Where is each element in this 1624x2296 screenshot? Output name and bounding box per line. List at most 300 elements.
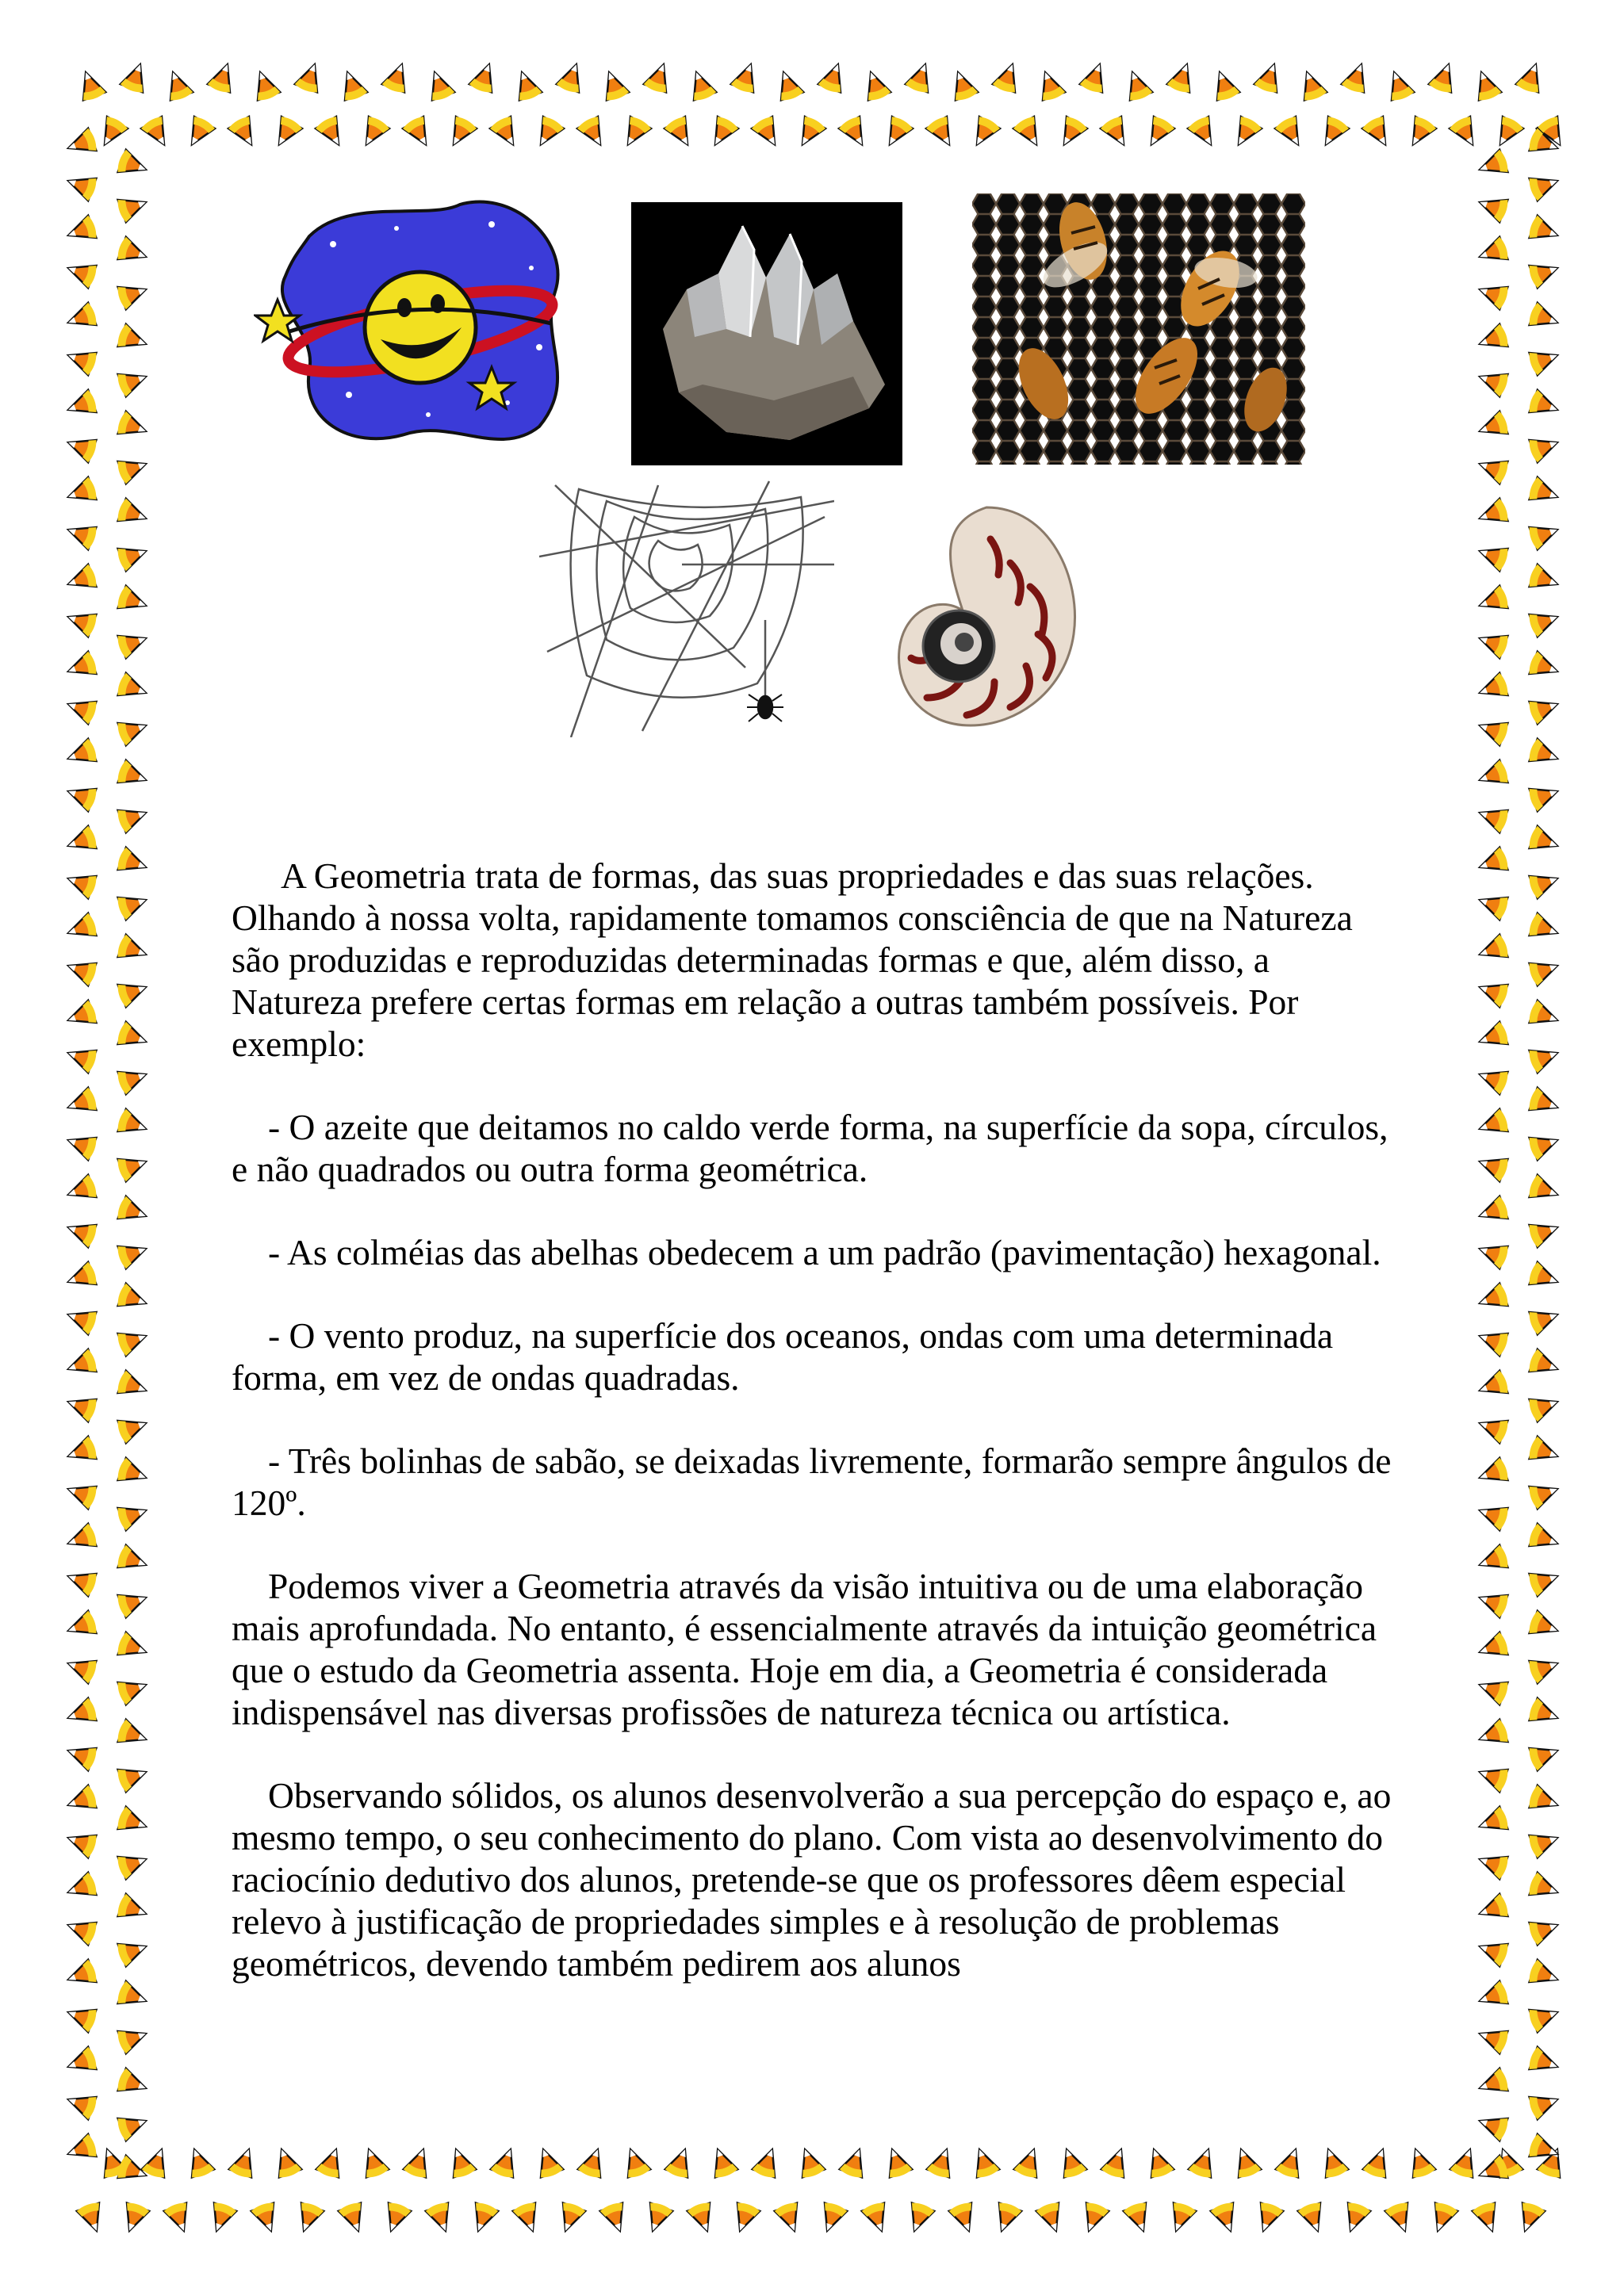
candy-corn-icon (967, 115, 1001, 151)
candy-corn-icon (1208, 68, 1240, 102)
candy-corn-icon (1527, 955, 1561, 986)
candy-corn-icon (116, 1370, 150, 1402)
candy-corn-icon (1527, 1436, 1561, 1468)
candy-corn-icon (1527, 1087, 1561, 1119)
candy-corn-icon (116, 627, 150, 659)
candy-corn-icon (116, 1457, 150, 1489)
candy-corn-icon (116, 2110, 150, 2141)
quartz-crystal-image (631, 202, 902, 465)
candy-corn-icon (1476, 1196, 1510, 1227)
candy-corn-icon (1476, 1893, 1510, 1925)
candy-corn-icon (251, 2201, 282, 2235)
candy-corn-icon (116, 1761, 150, 1793)
candy-corn-icon (116, 672, 150, 704)
candy-corn-icon (1383, 68, 1415, 102)
candy-corn-icon (425, 2201, 457, 2235)
candy-corn-icon (64, 825, 98, 857)
candy-corn-icon (1476, 1806, 1510, 1838)
candy-corn-icon (1476, 976, 1510, 1008)
candy-corn-icon (751, 115, 785, 151)
candy-corn-icon (1341, 60, 1373, 94)
candy-corn-icon (356, 115, 390, 151)
candy-corn-icon (705, 115, 739, 151)
candy-corn-icon (116, 1412, 150, 1444)
candy-corn-icon (489, 115, 523, 151)
candy-corn-icon (1274, 115, 1308, 151)
candy-corn-icon (64, 2001, 98, 2033)
candy-corn-icon (75, 68, 106, 102)
candy-corn-icon (1527, 1565, 1561, 1597)
candy-corn-icon (1527, 1872, 1561, 1904)
candy-corn-icon (1210, 2201, 1242, 2235)
candy-corn-icon (1036, 2201, 1067, 2235)
candy-corn-icon (183, 2145, 215, 2179)
candy-corn-icon (1527, 1391, 1561, 1422)
candy-corn-icon (64, 1652, 98, 1684)
candy-corn-icon (948, 2201, 980, 2235)
candy-corn-icon (64, 867, 98, 899)
candy-corn-icon (116, 191, 150, 223)
candy-corn-icon (1527, 693, 1561, 725)
candy-corn-icon (1141, 115, 1175, 151)
candy-corn-icon (64, 1436, 98, 1468)
candy-corn-icon (249, 68, 281, 102)
candy-corn-icon (1362, 2145, 1394, 2179)
candy-corn-icon (116, 934, 150, 966)
candy-corn-icon (1476, 1586, 1510, 1618)
candy-corn-icon (1490, 115, 1524, 151)
candy-corn-icon (315, 115, 349, 151)
candy-corn-icon (685, 68, 717, 102)
candy-corn-icon (1476, 714, 1510, 746)
candy-corn-icon (1476, 585, 1510, 617)
candy-corn-icon (1527, 476, 1561, 508)
candy-corn-icon (1476, 1021, 1510, 1053)
candy-corn-icon (116, 847, 150, 878)
candy-corn-icon (1476, 1674, 1510, 1705)
candy-corn-icon (1476, 453, 1510, 484)
candy-corn-icon (1476, 1980, 1510, 2012)
candy-corn-icon (1527, 780, 1561, 812)
candy-corn-icon (116, 1586, 150, 1618)
candy-corn-icon (530, 115, 565, 151)
candy-corn-icon (64, 215, 98, 247)
candy-corn-icon (1527, 1303, 1561, 1335)
candy-corn-icon (1527, 257, 1561, 289)
candy-corn-icon (205, 2201, 237, 2235)
candy-corn-icon (1476, 2068, 1510, 2099)
candy-corn-icon (402, 115, 436, 151)
candy-corn-icon (64, 389, 98, 421)
candy-corn-icon (879, 115, 914, 151)
candy-corn-icon (1078, 2201, 1109, 2235)
bees-honeycomb-image (972, 193, 1305, 465)
candy-corn-icon (423, 68, 455, 102)
candy-corn-icon (1527, 170, 1561, 201)
candy-corn-icon (162, 68, 193, 102)
candy-corn-icon (618, 115, 652, 151)
candy-corn-icon (140, 115, 174, 151)
candy-corn-icon (116, 714, 150, 746)
candy-corn-icon (116, 1719, 150, 1751)
candy-corn-icon (1123, 2201, 1155, 2235)
candy-corn-icon (1404, 2145, 1436, 2179)
candy-corn-icon (794, 2145, 825, 2179)
candy-corn-icon (64, 170, 98, 201)
candy-corn-icon (729, 2201, 760, 2235)
candy-corn-icon (881, 2145, 913, 2179)
candy-corn-icon (576, 115, 611, 151)
candy-corn-icon (1166, 60, 1198, 94)
candy-corn-icon (64, 955, 98, 986)
candy-corn-icon (1188, 2145, 1220, 2179)
candy-corn-icon (643, 60, 675, 94)
candy-corn-icon (1527, 564, 1561, 595)
candy-corn-icon (116, 1108, 150, 1140)
candy-corn-icon (116, 411, 150, 442)
candy-corn-icon (116, 323, 150, 355)
candy-corn-icon (116, 1674, 150, 1705)
candy-corn-icon (512, 2201, 544, 2235)
candy-corn-icon (94, 115, 128, 151)
candy-corn-icon (1476, 889, 1510, 920)
candy-corn-icon (772, 68, 804, 102)
candy-corn-icon (443, 115, 477, 151)
candy-corn-icon (838, 115, 872, 151)
candy-corn-icon (752, 2145, 783, 2179)
candy-corn-icon (1275, 2145, 1307, 2179)
candy-corn-icon (1476, 1544, 1510, 1576)
candy-corn-icon (792, 115, 826, 151)
candy-corn-icon (116, 2022, 150, 2054)
nautilus-shell-icon (891, 499, 1083, 731)
candy-corn-icon (64, 1391, 98, 1422)
candy-corn-icon (64, 1959, 98, 1991)
candy-corn-icon (861, 2201, 893, 2235)
candy-corn-icon (1476, 1238, 1510, 1269)
candy-corn-icon (1100, 115, 1134, 151)
candy-corn-icon (64, 1303, 98, 1335)
candy-corn-icon (1527, 738, 1561, 770)
candy-corn-icon (116, 236, 150, 268)
candy-corn-icon (992, 60, 1024, 94)
candy-corn-icon (1476, 1761, 1510, 1793)
candy-corn-icon (1527, 1478, 1561, 1510)
candy-corn-icon (1228, 115, 1262, 151)
candy-corn-icon (116, 540, 150, 572)
candy-corn-icon (598, 68, 630, 102)
candy-corn-icon (1428, 60, 1460, 94)
candy-corn-icon (1230, 2145, 1262, 2179)
candy-corn-icon (665, 2145, 696, 2179)
candy-corn-icon (64, 1610, 98, 1642)
candy-corn-icon (116, 1848, 150, 1880)
candy-corn-icon (1527, 651, 1561, 683)
candy-corn-icon (64, 2088, 98, 2120)
candy-corn-icon (1472, 2201, 1503, 2235)
candy-corn-icon (116, 1980, 150, 2012)
candy-corn-icon (1476, 498, 1510, 530)
candy-corn-icon (64, 1872, 98, 1904)
candy-corn-icon (730, 60, 762, 94)
candy-corn-icon (1527, 519, 1561, 550)
candy-corn-icon (64, 1000, 98, 1031)
candy-corn-icon (64, 128, 98, 159)
candy-corn-icon (1527, 1261, 1561, 1293)
candy-corn-icon (1101, 2145, 1132, 2179)
candy-corn-icon (1476, 1457, 1510, 1489)
candy-corn-icon (64, 1565, 98, 1597)
candy-corn-icon (116, 498, 150, 530)
candy-corn-icon (116, 802, 150, 833)
candy-corn-icon (64, 1042, 98, 1073)
candy-corn-icon (1476, 1632, 1510, 1663)
candy-corn-icon (1527, 1914, 1561, 1946)
candy-corn-icon (926, 2145, 958, 2179)
candy-corn-icon (774, 2201, 806, 2235)
candy-corn-icon (1339, 2201, 1371, 2235)
candy-corn-icon (1476, 627, 1510, 659)
candy-corn-icon (1527, 302, 1561, 334)
candy-corn-icon (1476, 1283, 1510, 1314)
candy-corn-icon (293, 2201, 324, 2235)
candy-corn-icon (1476, 1108, 1510, 1140)
candy-corn-icon (1527, 1349, 1561, 1380)
candy-corn-icon (403, 2145, 435, 2179)
candy-corn-icon (1296, 68, 1327, 102)
candy-corn-icon (1527, 1610, 1561, 1642)
candy-corn-icon (294, 60, 326, 94)
candy-corn-icon (1054, 115, 1088, 151)
candy-corn-icon (1527, 1174, 1561, 1206)
candy-corn-icon (118, 2201, 150, 2235)
candy-corn-icon (1527, 1739, 1561, 1771)
candy-corn-icon (490, 2145, 522, 2179)
candy-corn-icon (163, 2201, 195, 2235)
candy-corn-icon (556, 60, 588, 94)
candy-corn-icon (116, 1063, 150, 1095)
candy-corn-icon (64, 1914, 98, 1946)
candy-corn-icon (64, 1785, 98, 1816)
candy-corn-icon (532, 2145, 564, 2179)
candy-corn-icon (380, 2201, 412, 2235)
candy-corn-icon (64, 780, 98, 812)
candy-corn-icon (1362, 115, 1396, 151)
candy-corn-icon (1476, 2022, 1510, 2054)
candy-corn-icon (1527, 1785, 1561, 1816)
candy-corn-icon (1476, 1370, 1510, 1402)
candy-corn-icon (270, 2145, 302, 2179)
candy-corn-icon (1476, 191, 1510, 223)
candy-corn-icon (64, 344, 98, 376)
example-soap-bubbles: - Três bolinhas de sabão, se deixadas livremente, formarão sempre ângulos de 120º. (232, 1441, 1392, 1523)
candy-corn-icon (1121, 68, 1153, 102)
example-beehives: - As colméias das abelhas obedecem a um padrão (pavimentação) hexagonal. (268, 1232, 1381, 1272)
candy-corn-icon (358, 2145, 389, 2179)
intuition-paragraph: Podemos viver a Geometria através da visão intuitiva ou de uma elaboração mais aprofundada. No entanto, é essencialmente através da intuição geométrica que o estudo da Geometria assenta. Hoje em dia, a Geometria é considerada indispensável nas diversas profissões de natureza técnica ou artística. (232, 1566, 1377, 1732)
candy-corn-icon (1476, 365, 1510, 397)
candy-corn-icon (818, 60, 849, 94)
candy-corn-icon (64, 431, 98, 463)
candy-corn-icon (116, 365, 150, 397)
candy-corn-icon (1254, 60, 1285, 94)
candy-corn-icon (1476, 1150, 1510, 1182)
candy-corn-icon (1527, 1042, 1561, 1073)
candy-corn-icon (1476, 760, 1510, 791)
candy-corn-icon (445, 2145, 477, 2179)
candy-corn-icon (116, 889, 150, 920)
candy-corn-icon (1427, 2201, 1458, 2235)
candy-corn-icon (64, 1087, 98, 1119)
candy-corn-icon (1476, 847, 1510, 878)
candy-corn-icon (116, 1806, 150, 1838)
candy-corn-icon (467, 2201, 499, 2235)
candy-corn-icon (1476, 1935, 1510, 1967)
candy-corn-icon (1476, 1719, 1510, 1751)
candy-corn-icon (905, 60, 936, 94)
candy-corn-icon (1476, 1325, 1510, 1357)
candy-corn-icon (1013, 115, 1047, 151)
candy-corn-icon (64, 1174, 98, 1206)
candy-corn-icon (76, 2201, 108, 2235)
candy-corn-icon (64, 1523, 98, 1555)
candy-corn-icon (1527, 2001, 1561, 2033)
candy-corn-icon (64, 564, 98, 595)
candy-corn-icon (116, 278, 150, 310)
candy-corn-icon (1476, 149, 1510, 181)
candy-corn-icon (1450, 2145, 1481, 2179)
candy-corn-icon (1527, 913, 1561, 944)
candy-corn-icon (947, 68, 979, 102)
candy-corn-icon (925, 115, 959, 151)
candy-corn-icon (64, 738, 98, 770)
candy-corn-icon (1527, 344, 1561, 376)
candy-corn-icon (1527, 1652, 1561, 1684)
candy-corn-icon (1527, 1216, 1561, 1248)
candy-corn-icon (1403, 115, 1437, 151)
candy-corn-icon (1165, 2201, 1197, 2235)
saturn-planet-icon (254, 189, 587, 450)
candy-corn-icon (116, 1150, 150, 1182)
candy-corn-icon (1527, 1129, 1561, 1161)
candy-corn-icon (1476, 278, 1510, 310)
candy-corn-icon (1476, 802, 1510, 833)
candy-corn-icon (642, 2201, 673, 2235)
candy-corn-icon (554, 2201, 586, 2235)
candy-corn-icon (1013, 2145, 1045, 2179)
candy-corn-icon (116, 760, 150, 791)
candy-corn-icon (1449, 115, 1483, 151)
candy-corn-icon (116, 1935, 150, 1967)
candy-corn-icon (469, 60, 500, 94)
candy-corn-icon (1527, 1959, 1561, 1991)
candy-corn-icon (860, 68, 891, 102)
candy-corn-icon (116, 1325, 150, 1357)
candy-corn-icon (1527, 1697, 1561, 1729)
candy-corn-icon (64, 693, 98, 725)
candy-corn-icon (1514, 2201, 1545, 2235)
candy-corn-icon (903, 2201, 935, 2235)
candy-corn-icon (116, 453, 150, 484)
candy-corn-icon (120, 60, 151, 94)
candy-corn-icon (269, 115, 303, 151)
candy-corn-icon (1527, 2046, 1561, 2078)
candy-corn-icon (1527, 389, 1561, 421)
candy-corn-icon (816, 2201, 848, 2235)
candy-corn-icon (64, 2046, 98, 2078)
candy-corn-icon (336, 68, 368, 102)
candy-corn-icon (116, 1283, 150, 1314)
candy-corn-icon (1079, 60, 1111, 94)
candy-corn-icon (1317, 2145, 1349, 2179)
candy-corn-icon (1034, 68, 1066, 102)
spider-web-icon (539, 469, 834, 737)
candy-corn-icon (116, 149, 150, 181)
candy-corn-icon (1476, 672, 1510, 704)
candy-corn-icon (1316, 115, 1350, 151)
candy-corn-icon (1476, 540, 1510, 572)
candy-corn-icon (1515, 60, 1547, 94)
candy-corn-icon (116, 2068, 150, 2099)
candy-corn-icon (1476, 1063, 1510, 1095)
candy-corn-icon (228, 2145, 260, 2179)
candy-corn-icon (228, 115, 262, 151)
candy-corn-icon (116, 1893, 150, 1925)
candy-corn-icon (1476, 323, 1510, 355)
candy-corn-icon (64, 476, 98, 508)
candy-corn-icon (64, 1261, 98, 1293)
candy-corn-icon (64, 606, 98, 637)
candy-corn-icon (116, 1544, 150, 1576)
candy-corn-icon (1252, 2201, 1284, 2235)
candy-corn-icon (1527, 606, 1561, 637)
candy-corn-icon (1143, 2145, 1174, 2179)
intro-paragraph: A Geometria trata de formas, das suas propriedades e das suas relações. Olhando à nossa volta, rapidamente tomamos consciência de que na Natureza são produzidas e reproduzidas determinadas formas e que, além disso, a Natureza prefere certas formas em relação a outras também possíveis. Por exemplo: (232, 855, 1353, 1064)
candy-corn-icon (707, 2145, 738, 2179)
candy-corn-icon (207, 60, 239, 94)
candy-corn-icon (1476, 411, 1510, 442)
candy-corn-icon (116, 976, 150, 1008)
candy-corn-icon (116, 1499, 150, 1531)
candy-corn-icon (116, 1196, 150, 1227)
candy-corn-icon (64, 1697, 98, 1729)
candy-corn-icon (1470, 68, 1502, 102)
candy-corn-icon (1527, 2088, 1561, 2120)
candy-corn-icon (1527, 1000, 1561, 1031)
candy-corn-icon (64, 257, 98, 289)
candy-corn-icon (64, 1478, 98, 1510)
document-body (232, 855, 1397, 2026)
candy-corn-icon (1476, 2110, 1510, 2141)
candy-corn-icon (968, 2145, 1000, 2179)
candy-corn-icon (511, 68, 542, 102)
candy-corn-icon (1476, 1412, 1510, 1444)
candy-corn-icon (687, 2201, 718, 2235)
candy-corn-icon (316, 2145, 347, 2179)
candy-corn-icon (64, 651, 98, 683)
candy-corn-icon (1527, 1827, 1561, 1858)
candy-corn-icon (116, 1021, 150, 1053)
candy-corn-icon (619, 2145, 651, 2179)
candy-corn-icon (64, 1216, 98, 1248)
candy-corn-icon (64, 1739, 98, 1771)
candy-corn-icon (577, 2145, 609, 2179)
candy-corn-icon (1527, 867, 1561, 899)
candy-corn-icon (839, 2145, 871, 2179)
example-olive-oil: - O azeite que deitamos no caldo verde forma, na superfície da sopa, círculos, e não quadrados ou outra forma geométrica. (232, 1107, 1388, 1189)
candy-corn-icon (1476, 1848, 1510, 1880)
candy-corn-icon (1527, 1523, 1561, 1555)
